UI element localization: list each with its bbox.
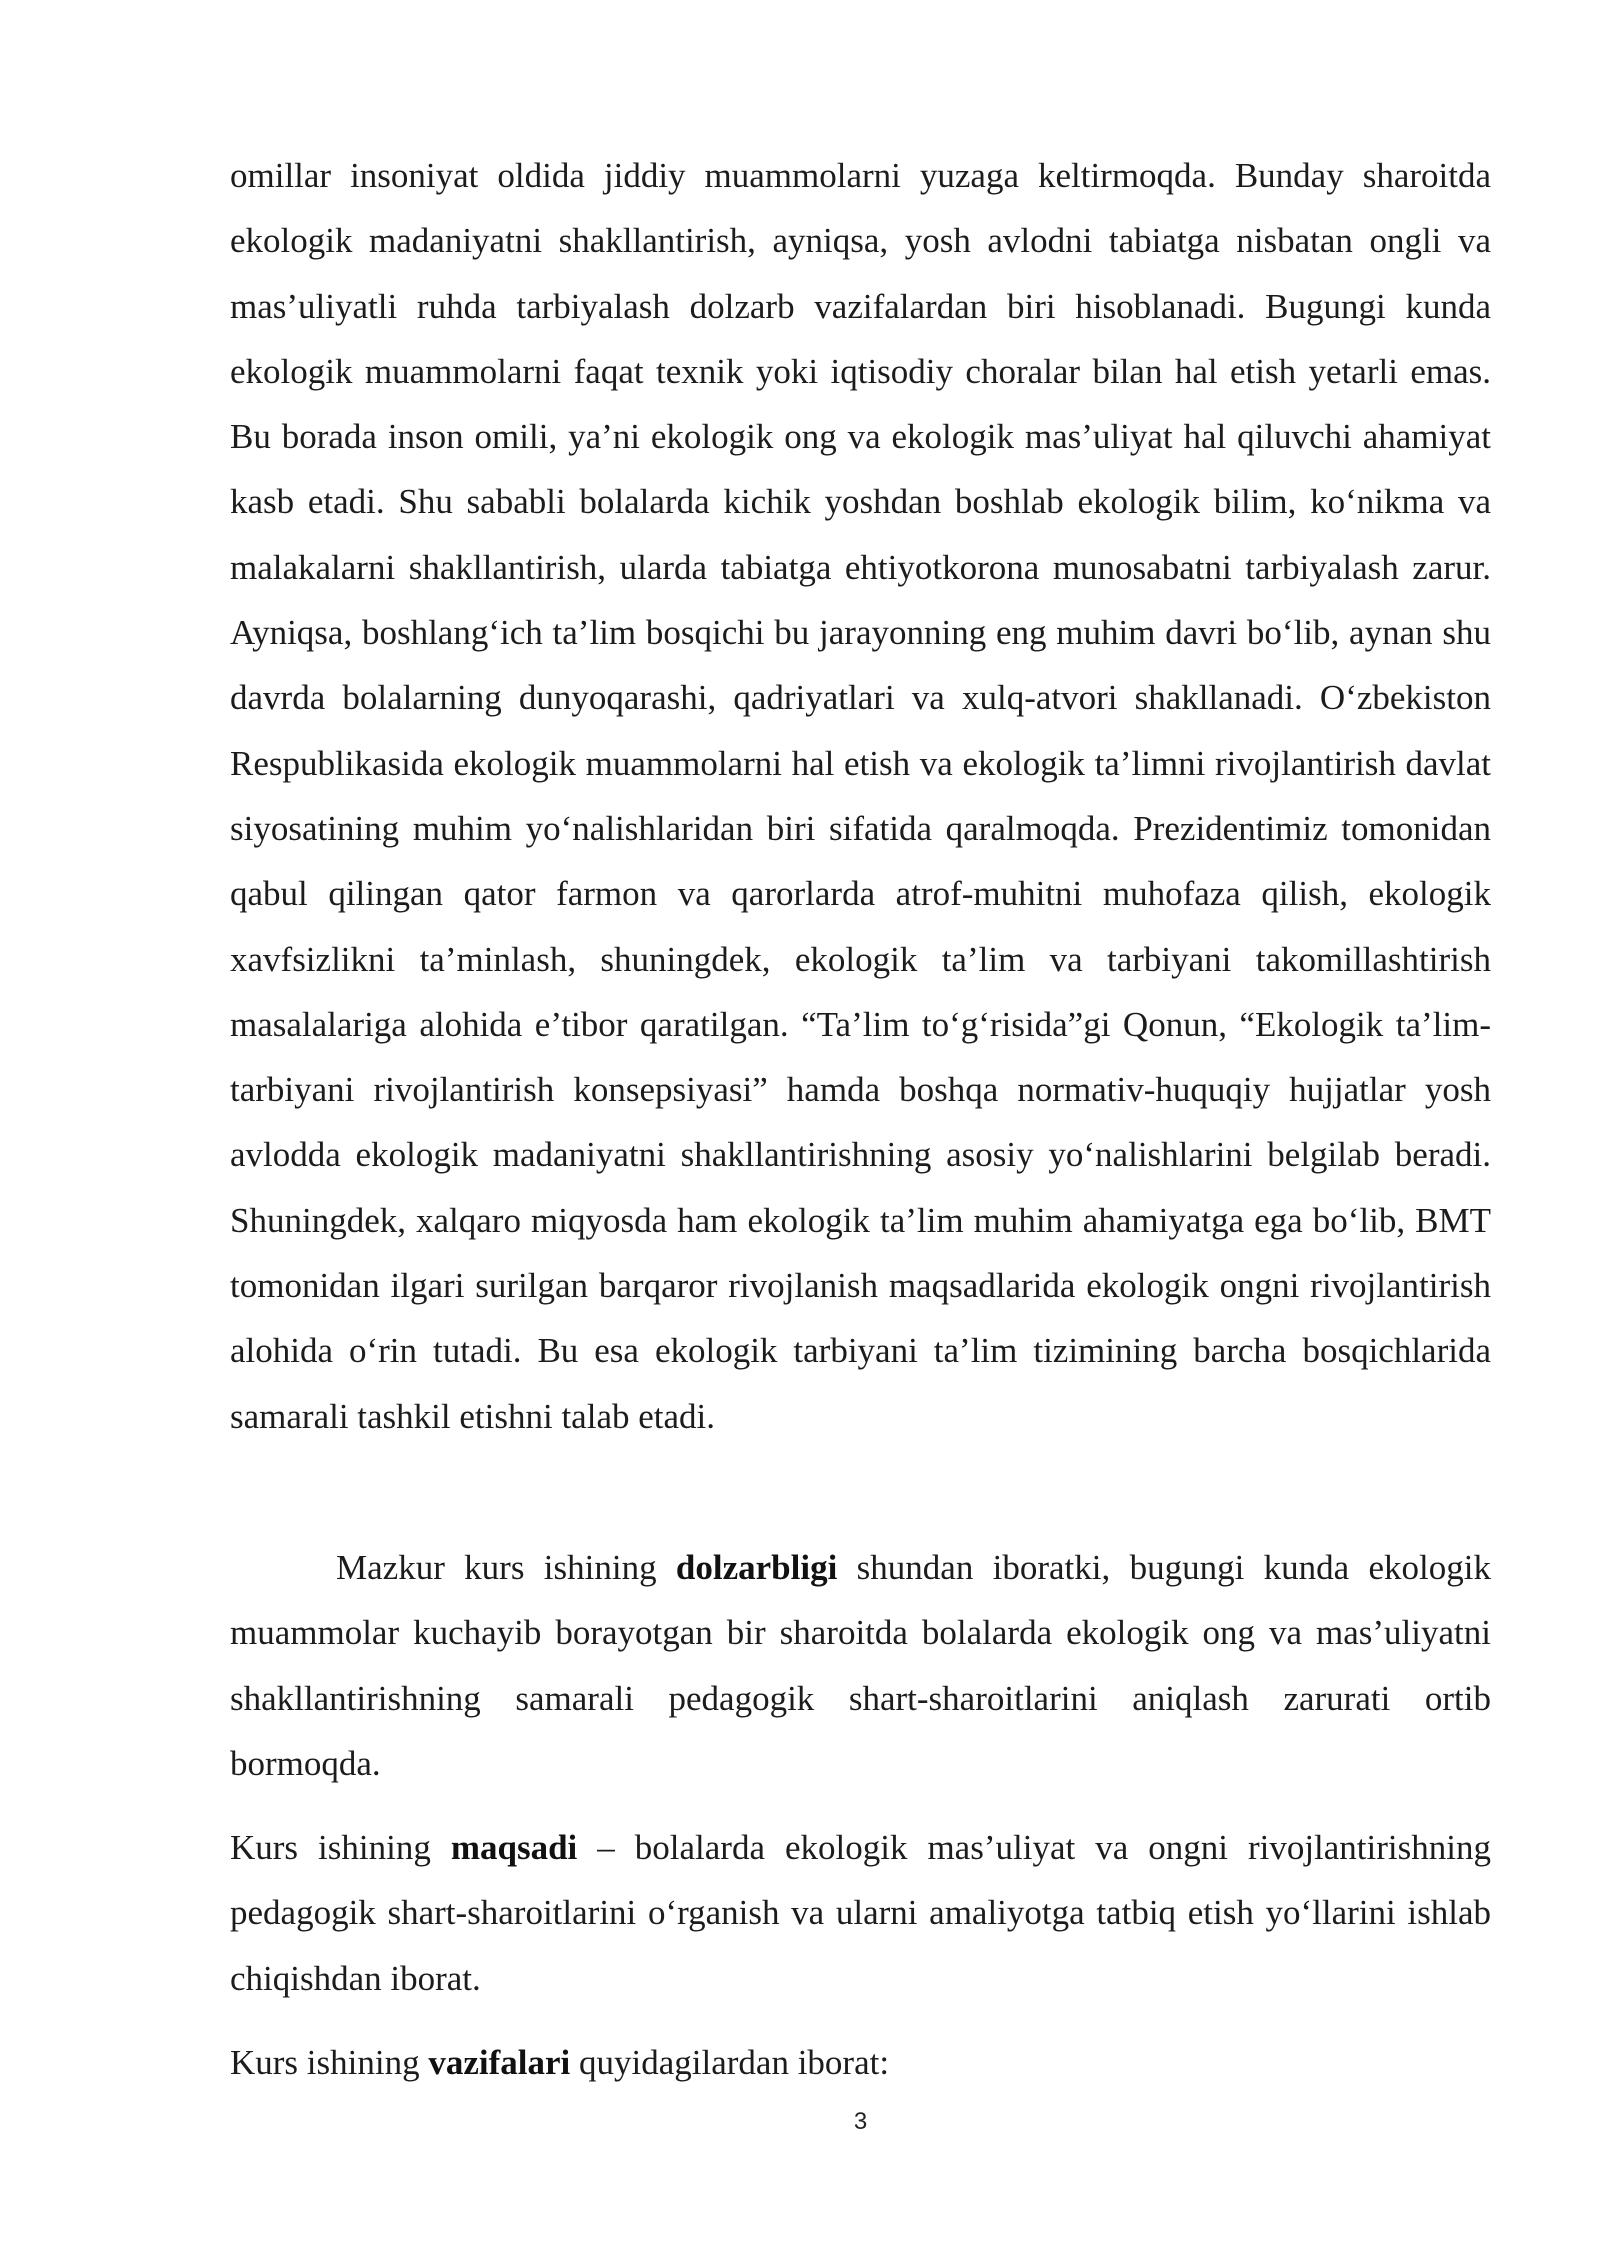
paragraph-text	[230, 1815, 1491, 2011]
tasks-paragraph	[230, 2030, 1491, 2095]
bold-term: dolzarbligi	[675, 1548, 838, 1587]
goal-paragraph	[230, 1815, 1491, 2011]
text-run: Mazkur kurs ishining	[336, 1548, 676, 1587]
paragraph-text	[230, 1535, 1491, 1796]
text-run: – bolalarda ekologik mas’uliyat va ongni rivojlantirishning pedagogik shart-sharoitlarini o‘rganish va ularni amaliyotga tatbiq etish yo‘llarini ishlab chiqishdan iborat.	[230, 1828, 1491, 1998]
paragraph-text	[230, 2030, 1491, 2095]
bold-term: maqsadi	[450, 1828, 578, 1867]
body-paragraph	[230, 143, 1491, 1449]
paragraph-text: omillar insoniyat oldida jiddiy muammolarni yuzaga keltirmoqda. Bunday sharoitda ekologik madaniyatni shakllantirish, ayniqsa, yosh avlodni tabiatga nisbatan ongli va mas’uliyatli ruhda tarbiyalash dolzarb vazifalardan biri hisoblanadi. Bugungi kunda ekologik muammolarni faqat texnik yoki iqtisodiy choralar bilan hal etish yetarli emas. Bu borada inson omili, ya’ni ekologik ong va ekologik mas’uliyat hal qiluvchi ahamiyat kasb etadi. Shu sababli bolalarda kichik yoshdan boshlab ekologik bilim, ko‘nikma va malakalarni shakllantirish, ularda tabiatga ehtiyotkorona munosabatni tarbiyalash zarur. Ayniqsa, boshlang‘ich ta’lim bosqichi bu jarayonning eng muhim davri bo‘lib, aynan shu davrda bolalarning dunyoqarashi, qadriyatlari va xulq-atvori shakllanadi. O‘zbekiston Respublikasida ekologik muammolarni hal etish va ekologik ta’limni rivojlantirish davlat siyosatining muhim yo‘nalishlaridan biri sifatida qaralmoqda. Prezidentimiz tomonidan qabul qilingan qator farmon va qarorlarda atrof-muhitni muhofaza qilish, ekologik xavfsizlikni ta’minlash, shuningdek, ekologik ta’lim va tarbiyani takomillashtirish masalalariga alohida e’tibor qaratilgan. “Ta’lim to‘g‘risida”gi Qonun, “Ekologik ta’lim-tarbiyani rivojlantirish konsepsiyasi” hamda boshqa normativ-huquqiy hujjatlar yosh avlodda ekologik madaniyatni shakllantirishning asosiy yo‘nalishlarini belgilab beradi. Shuningdek, xalqaro miqyosda ham ekologik ta’lim muhim ahamiyatga ega bo‘lib, BMT tomonidan ilgari surilgan barqaror rivojlanish maqsadlarida ekologik ongni rivojlantirish alohida o‘rin tutadi. Bu esa ekologik tarbiyani ta’lim tizimining barcha bosqichlarida samarali tashkil etishni talab etadi.	[230, 156, 1491, 1436]
text-run: quyidagilardan iborat:	[570, 2043, 890, 2082]
page-number: 3	[853, 2108, 868, 2135]
text-run: Kurs ishining	[230, 1828, 451, 1867]
text-run: shundan iboratki, bugungi kunda ekologik muammolar kuchayib borayotgan bir sharoitda bolalarda ekologik ong va mas’uliyatni shakllantirishning samarali pedagogik shart-sharoitlarini aniqlash zarurati ortib bormoqda.	[230, 1548, 1491, 1783]
relevance-paragraph	[230, 1535, 1491, 1796]
bold-term: vazifalari	[428, 2043, 571, 2082]
text-run: Kurs ishining	[230, 2043, 429, 2082]
